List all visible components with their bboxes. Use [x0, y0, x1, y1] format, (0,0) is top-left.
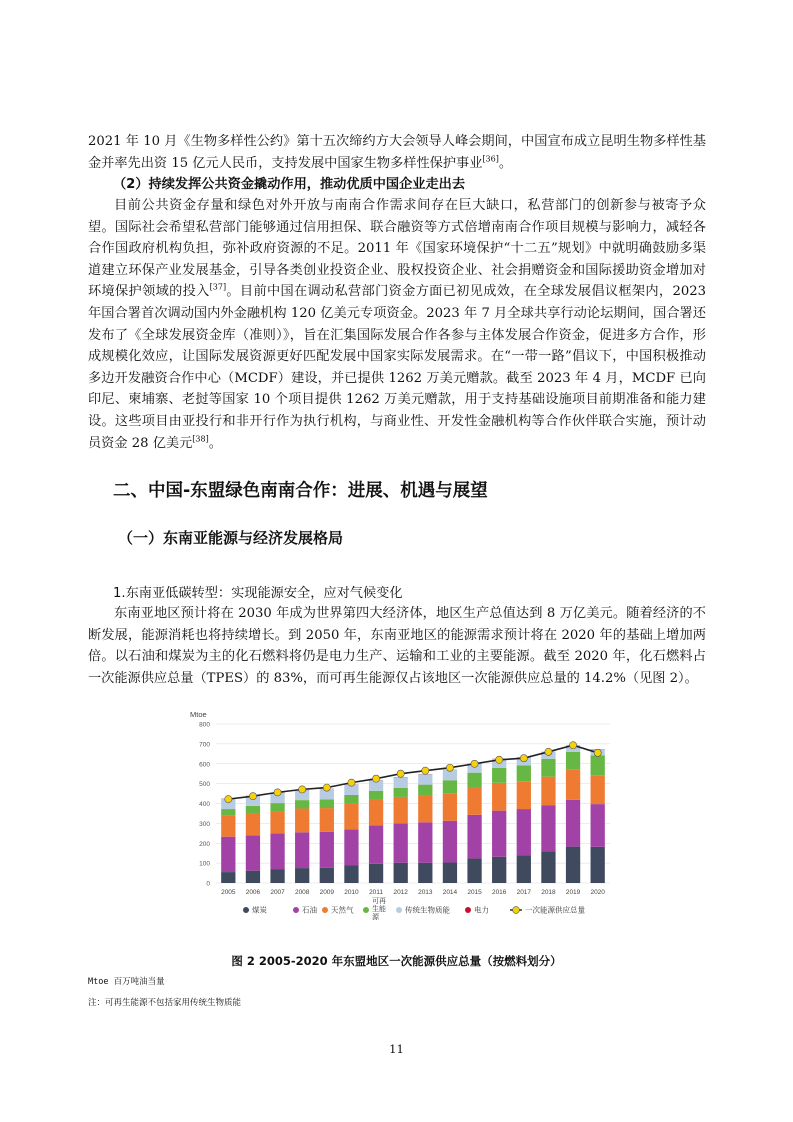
- total-supply-point: [545, 748, 552, 755]
- citation-ref: [37]: [209, 282, 227, 292]
- y-tick-label: 500: [199, 781, 210, 789]
- bar-segment: [541, 759, 555, 777]
- paragraph-text: 目前公共资金存量和绿色对外开放与南南合作需求间存在巨大缺口，私营部门的创新参与被寄予众望。国际社会希望私营部门能够通过信用担保、联合融资等方式倍增南南合作项目规模与影响力，减轻各合作国政府机构负担，弥补政府资源的不足。2011 年《国家环境保护“十二五”规划》中就明确鼓励多渠道建立环保产业发展基金，引导各类创业投资企业、股权投资企业、社会捐赠资金和国际援助资金增加对环境保护领域的投入: [88, 198, 706, 300]
- bar-segment: [221, 872, 235, 883]
- bar-segment: [443, 863, 457, 883]
- bar-segment: [418, 774, 432, 784]
- y-tick-label: 300: [199, 820, 210, 828]
- legend-swatch: [293, 907, 299, 913]
- y-axis-title: Mtoe: [190, 712, 207, 719]
- bar-segment: [344, 795, 358, 804]
- bar-segment: [467, 787, 481, 815]
- bar-segment: [221, 809, 235, 816]
- bar-segment: [344, 829, 358, 865]
- x-tick-label: 2018: [541, 889, 556, 896]
- bar-segment: [566, 847, 580, 883]
- citation-ref: [36]: [482, 154, 499, 164]
- bar-segment: [541, 851, 555, 883]
- bar-segment: [221, 837, 235, 872]
- bar-segment: [591, 775, 605, 804]
- legend-label: 电力: [474, 905, 489, 915]
- legend-swatch: [322, 907, 328, 913]
- bar-segment: [270, 869, 284, 883]
- paragraph-private-sector: [88, 195, 706, 454]
- total-supply-point: [372, 775, 379, 782]
- legend-swatch: [363, 907, 369, 913]
- energy-supply-chart: [188, 712, 618, 937]
- legend-label: 源: [372, 914, 379, 921]
- legend-label: 一次能源供应总量: [525, 905, 585, 915]
- bar-segment: [320, 832, 334, 868]
- y-tick-label: 400: [199, 801, 210, 808]
- page-number: 11: [389, 1042, 404, 1056]
- total-supply-point: [397, 770, 404, 777]
- bar-segment: [246, 813, 260, 835]
- bar-segment: [295, 808, 309, 832]
- bar-segment: [541, 805, 555, 851]
- bar-segment: [492, 783, 506, 811]
- legend-swatch: [513, 907, 520, 914]
- bar-segment: [418, 863, 432, 883]
- bar-segment: [320, 868, 334, 883]
- x-tick-label: 2005: [221, 889, 236, 896]
- paragraph-text: 2021 年 10 月《生物多样性公约》第十五次缔约方大会领导人峰会期间，中国宣布成立昆明生物多样性基金并率先出资 15 亿元人民币，支持发展中国家生物多样性保护事业: [88, 134, 706, 171]
- bar-segment: [517, 855, 531, 883]
- total-supply-point: [323, 784, 330, 791]
- bar-segment: [246, 835, 260, 870]
- item-title: 1.东南亚低碳转型：实现能源安全，应对气候变化: [113, 586, 403, 601]
- legend-swatch: [396, 907, 402, 913]
- citation-ref: [38]: [192, 434, 209, 444]
- total-supply-point: [274, 789, 281, 796]
- bar-segment: [369, 864, 383, 883]
- bar-segment: [246, 806, 260, 814]
- paragraph-kunming-fund: [88, 131, 706, 174]
- total-supply-point: [348, 779, 355, 786]
- total-supply-point: [520, 755, 527, 762]
- legend-label: 煤炭: [252, 905, 267, 915]
- legend-label: 天然气: [331, 905, 354, 915]
- bar-segment: [295, 832, 309, 868]
- bar-segment: [492, 768, 506, 783]
- total-supply-point: [471, 760, 478, 767]
- x-tick-label: 2012: [393, 889, 408, 896]
- figure-unit-note: Mtoe 百万吨油当量: [88, 977, 165, 987]
- figure-footnote: 注：可再生能源不包括家用传统生物质能: [88, 998, 242, 1008]
- chart-svg: [188, 712, 618, 937]
- bar-segment: [270, 833, 284, 869]
- bar-segment: [517, 809, 531, 855]
- x-tick-label: 2013: [418, 889, 433, 896]
- paragraph-sea-energy: 东南亚地区预计将在 2030 年成为世界第四大经济体，地区生产总值达到 8 万亿美元。随着经济的不断发展，能源消耗也将持续增长。到 2050 年，东南亚地区的能源需求预计将在 2020 年的基础上增加两倍。以石油和煤炭为主的化石燃料将仍是电力生产、运输和工业的主要能源。截至 2020 年，化石燃料占一次能源供应总量（TPES）的 83%，而可再生能源仅占该地区一次能源供应总量的 14.2%（见图 2）。: [88, 606, 706, 686]
- legend-label: 生能: [372, 906, 386, 913]
- legend-label: 石油: [302, 905, 317, 915]
- bar-segment: [566, 752, 580, 770]
- bar-segment: [369, 800, 383, 825]
- bar-segment: [344, 866, 358, 883]
- bar-segment: [394, 777, 408, 788]
- bar-segment: [517, 781, 531, 809]
- subsection-title: （一）东南亚能源与经济发展格局: [118, 529, 344, 547]
- total-supply-point: [496, 756, 503, 763]
- bar-segment: [418, 796, 432, 823]
- bar-segment: [443, 821, 457, 863]
- y-tick-label: 600: [199, 761, 210, 769]
- bar-segment: [591, 804, 605, 847]
- bar-segment: [295, 868, 309, 883]
- x-tick-label: 2015: [467, 889, 482, 896]
- x-tick-label: 2010: [344, 889, 359, 896]
- bar-segment: [591, 755, 605, 775]
- bar-segment: [443, 780, 457, 793]
- bar-segment: [270, 811, 284, 833]
- bar-segment: [369, 791, 383, 800]
- bar-segment: [394, 863, 408, 883]
- x-tick-label: 2020: [590, 889, 605, 896]
- bar-segment: [295, 800, 309, 808]
- bar-segment: [394, 788, 408, 797]
- total-supply-point: [225, 796, 232, 803]
- subheading-public-funds: （2）持续发挥公共资金撬动作用，推动优质中国企业走出去: [113, 177, 466, 192]
- legend-swatch: [465, 907, 471, 913]
- x-tick-label: 2019: [565, 889, 581, 896]
- x-tick-label: 2008: [294, 889, 310, 896]
- y-tick-label: 0: [206, 880, 210, 888]
- paragraph-text: 。目前中国在调动私营部门资金方面已初见成效，在全球发展倡议框架内，2023 年国合署首次调动国内外金融机构 120 亿美元专项资金。2023 年 7 月全球共享行动论坛期间，国合署还发布了《全球发展资金库（准则）》，旨在汇集国际发展合作各参与主体发展合作资金，促进多方合作，形成规模化效应，让国际发展资源更好匹配发展中国家实际发展需求。在“一带一路”倡议下，中国积极推动多边开发融资合作中心（MCDF）建设，并已提供 1262 万美元赠款。截至 2023 年 4 月，MCDF 已向印尼、柬埔寨、老挝等国家 10 个项目提供 1262 万美元赠款，用于支持基础设施项目前期准备和能力建设。这些项目由亚投行和非开行作为执行机构，与商业性、开发性金融机构等合作伙伴联合实施，预计动员资金 28 亿美元: [88, 284, 707, 451]
- total-supply-point: [446, 764, 453, 771]
- x-tick-label: 2014: [442, 889, 458, 896]
- bar-segment: [591, 847, 605, 883]
- y-tick-label: 700: [199, 741, 210, 749]
- total-supply-point: [299, 786, 306, 793]
- x-tick-label: 2016: [491, 889, 507, 896]
- total-supply-point: [422, 767, 429, 774]
- legend-label: 传统生物质能: [405, 905, 450, 915]
- bar-segment: [221, 816, 235, 837]
- bar-segment: [517, 765, 531, 781]
- bar-segment: [467, 815, 481, 859]
- bar-segment: [418, 785, 432, 796]
- bar-segment: [566, 800, 580, 847]
- figure-caption: 图 2 2005-2020 年东盟地区一次能源供应总量（按燃料划分）: [231, 954, 562, 968]
- legend-swatch: [243, 907, 249, 913]
- bar-segment: [541, 777, 555, 806]
- bar-segment: [418, 822, 432, 862]
- bar-segment: [344, 804, 358, 829]
- legend-label: 可再: [372, 898, 386, 905]
- bar-segment: [492, 811, 506, 857]
- x-tick-label: 2011: [369, 889, 384, 896]
- total-supply-point: [249, 793, 256, 800]
- bar-segment: [394, 823, 408, 862]
- bar-segment: [492, 857, 506, 883]
- x-tick-label: 2017: [516, 889, 532, 896]
- bar-segment: [320, 808, 334, 832]
- paragraph-text: 。: [498, 155, 513, 171]
- y-tick-label: 200: [199, 840, 210, 848]
- bar-segment: [443, 793, 457, 821]
- x-tick-label: 2006: [245, 889, 261, 896]
- x-tick-label: 2009: [319, 889, 335, 896]
- y-tick-label: 100: [199, 860, 210, 868]
- bar-segment: [566, 770, 580, 800]
- bar-segment: [467, 859, 481, 883]
- bar-segment: [467, 773, 481, 787]
- total-supply-point: [594, 749, 601, 756]
- x-tick-label: 2007: [270, 889, 285, 896]
- bar-segment: [270, 803, 284, 811]
- total-supply-point: [569, 742, 576, 749]
- bar-segment: [369, 825, 383, 863]
- section-title: 二、中国-东盟绿色南南合作：进展、机遇与展望: [113, 481, 488, 501]
- bar-segment: [246, 871, 260, 883]
- bar-segment: [320, 799, 334, 808]
- bar-segment: [394, 797, 408, 823]
- y-tick-label: 800: [199, 721, 210, 729]
- paragraph-text: 。: [208, 435, 222, 451]
